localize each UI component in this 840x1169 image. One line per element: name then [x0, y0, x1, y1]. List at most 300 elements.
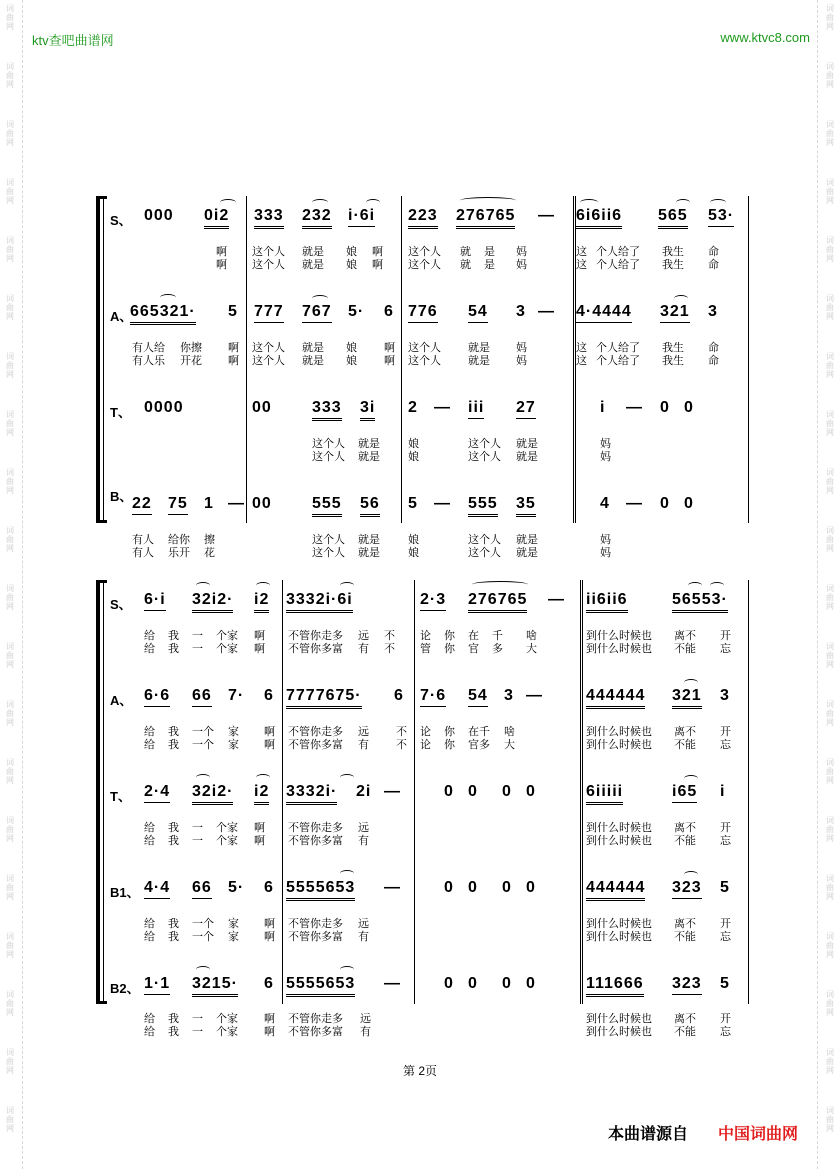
lyric: 个家	[216, 1026, 238, 1038]
part-label-soprano: S、	[110, 597, 132, 612]
note-group: 777	[254, 303, 284, 323]
note-group: 0	[468, 879, 478, 896]
note-group: 2	[408, 399, 418, 416]
note-group: 5	[228, 303, 238, 320]
lyric: 个人给了	[596, 246, 640, 258]
note-group: 444444	[586, 879, 645, 901]
lyric: 就是	[358, 547, 380, 559]
lyric: 到什么时候也	[586, 739, 652, 751]
lyric: 一个	[192, 739, 214, 751]
note-group: 5	[408, 495, 418, 512]
lyric: 妈	[516, 246, 527, 258]
note-group: ii6ii6	[586, 591, 628, 613]
lyric: 远	[358, 822, 369, 834]
lyric: 娘	[346, 259, 357, 271]
note-group: 6iiiii	[586, 783, 623, 805]
lyric: 不管你多富	[288, 1026, 343, 1038]
note-group: 0	[444, 879, 454, 896]
note-group: —	[384, 879, 401, 896]
note-group: 0	[526, 879, 536, 896]
lyric: 花	[204, 547, 215, 559]
lyric: 就是	[358, 451, 380, 463]
lyric: 一	[192, 643, 203, 655]
lyric: 我	[168, 835, 179, 847]
note-group: 444444	[586, 687, 645, 709]
lyric: 啊	[216, 246, 227, 258]
margin-watermark: 词 曲 网	[826, 410, 834, 437]
lyric: 这个人	[408, 342, 441, 354]
note-group: 333	[312, 399, 342, 421]
lyric: 啊	[254, 835, 265, 847]
note-group: 32i2·	[192, 783, 233, 805]
margin-watermark: 词 曲 网	[826, 642, 834, 669]
note-group: 1	[204, 495, 214, 512]
note-group: 767	[302, 303, 332, 323]
lyric: 这	[576, 342, 587, 354]
note-group: 3i	[360, 399, 375, 421]
note-group: 0	[444, 783, 454, 800]
note-group: 0	[502, 879, 512, 896]
note-group: 5	[720, 879, 730, 896]
lyric: 就是	[516, 451, 538, 463]
lyric: 给	[144, 931, 155, 943]
lyric: 一	[192, 835, 203, 847]
lyric: 我	[168, 1013, 179, 1025]
lyric: 到什么时候也	[586, 1026, 652, 1038]
note-group: 32i2·	[192, 591, 233, 613]
lyric: 妈	[600, 451, 611, 463]
note-group: 75	[168, 495, 188, 515]
slur-mark	[684, 775, 698, 782]
note-group: i	[720, 783, 726, 800]
lyric: 不管你走多	[288, 1013, 343, 1025]
lyric: 这	[576, 246, 587, 258]
lyric: 啊	[264, 726, 275, 738]
note-group: i	[600, 399, 606, 416]
lyric: 啊	[384, 342, 395, 354]
note-group: 323	[672, 879, 702, 899]
lyric: 啊	[228, 342, 239, 354]
lyric: 有人给	[132, 342, 165, 354]
lyric: 给	[144, 1026, 155, 1038]
lyric: 有人	[132, 534, 154, 546]
margin-watermark: 词 曲 网	[6, 294, 14, 321]
lyric: 开	[720, 630, 731, 642]
note-group: 776	[408, 303, 438, 323]
lyric: 不能	[674, 643, 696, 655]
lyric: 开	[720, 726, 731, 738]
lyric: 这个人	[252, 342, 285, 354]
lyric: 娘	[346, 342, 357, 354]
lyric: 不管你走多	[288, 918, 343, 930]
slur-mark	[710, 199, 726, 206]
lyric: 官	[468, 643, 479, 655]
note-group: 5555653	[286, 879, 355, 901]
slur-mark	[196, 774, 210, 781]
note-group: 0	[502, 783, 512, 800]
barline	[282, 580, 283, 1004]
lyric: 到什么时候也	[586, 630, 652, 642]
lyric: 就是	[302, 342, 324, 354]
lyric: 开	[720, 918, 731, 930]
lyric: 远	[360, 1013, 371, 1025]
lyric: 个家	[216, 835, 238, 847]
lyric: 我	[168, 1026, 179, 1038]
slur-mark	[340, 966, 354, 973]
margin-watermark: 词 曲 网	[6, 642, 14, 669]
lyric: 家	[228, 739, 239, 751]
margin-watermark: 词 曲 网	[6, 178, 14, 205]
lyric: 妈	[516, 259, 527, 271]
lyric: 这个人	[312, 438, 345, 450]
lyric: 到什么时候也	[586, 835, 652, 847]
note-group: 54	[468, 687, 488, 707]
lyric: 娘	[408, 438, 419, 450]
lyric: 这个人	[408, 259, 441, 271]
slur-mark	[220, 199, 236, 206]
note-group: 7·6	[420, 687, 446, 707]
margin-watermark: 词 曲 网	[6, 816, 14, 843]
lyric: 这	[576, 355, 587, 367]
margin-watermark: 词 曲 网	[826, 584, 834, 611]
lyric: 我	[168, 630, 179, 642]
page-number: 第 2页	[402, 1064, 437, 1078]
lyric: 就是	[302, 259, 324, 271]
lyric: 这个人	[252, 355, 285, 367]
note-group: —	[548, 591, 565, 608]
note-group: i65	[672, 783, 697, 803]
note-group: 0	[684, 495, 694, 512]
note-group: 3332i·	[286, 783, 337, 805]
barline	[414, 580, 415, 1004]
slur-mark	[340, 870, 354, 877]
lyric: 离不	[674, 918, 696, 930]
slur-mark	[312, 199, 328, 206]
note-group: —	[228, 495, 245, 512]
part-label-alto: A、	[110, 309, 133, 324]
lyric: 啊	[264, 918, 275, 930]
margin-watermark: 词 曲 网	[826, 1048, 834, 1075]
lyric: 你	[444, 630, 455, 642]
lyric: 一	[192, 630, 203, 642]
slur-mark	[256, 582, 270, 589]
lyric: 家	[228, 931, 239, 943]
note-group: —	[526, 687, 543, 704]
score-system-2	[96, 580, 752, 1004]
lyric: 开花	[180, 355, 202, 367]
system-brace	[96, 580, 107, 1004]
lyric: 娘	[408, 534, 419, 546]
lyric: 擦	[204, 534, 215, 546]
lyric: 妈	[516, 355, 527, 367]
lyric: 我	[168, 726, 179, 738]
lyric: 啊	[264, 1013, 275, 1025]
lyric: 啊	[254, 630, 265, 642]
lyric: 啊	[254, 822, 265, 834]
slur-mark	[160, 294, 176, 301]
margin-watermark: 词 曲 网	[826, 236, 834, 263]
footer-source-name[interactable]: 中国词曲网	[718, 1126, 799, 1143]
lyric: 管	[420, 643, 431, 655]
note-group: i2	[254, 591, 269, 613]
lyric: 不能	[674, 1026, 696, 1038]
slur-mark	[674, 295, 688, 302]
lyric: 不管你多富	[288, 739, 343, 751]
lyric: 不管你走多	[288, 822, 343, 834]
note-group: 4·4444	[576, 303, 632, 323]
note-group: 3332i·6i	[286, 591, 353, 613]
barline	[748, 196, 749, 523]
note-group: 2i	[356, 783, 372, 800]
slur-mark	[688, 582, 702, 589]
note-group: —	[384, 975, 401, 992]
margin-watermark: 词 曲 网	[6, 62, 14, 89]
note-group: i2	[254, 783, 269, 805]
lyric: 一个	[192, 918, 214, 930]
lyric: 就是	[302, 246, 324, 258]
slur-mark	[580, 199, 598, 206]
lyric: 就是	[516, 547, 538, 559]
lyric: 不	[396, 726, 407, 738]
lyric: 这个人	[468, 534, 501, 546]
lyric: 啥	[504, 726, 515, 738]
lyric: 啊	[254, 643, 265, 655]
lyric: 论	[420, 739, 431, 751]
note-group: 3	[516, 303, 526, 320]
part-label-tenor: T、	[110, 405, 131, 420]
lyric: 个人给了	[596, 355, 640, 367]
slur-mark	[340, 774, 354, 781]
note-group: 555	[468, 495, 498, 517]
lyric: 个家	[216, 643, 238, 655]
margin-watermark: 词 曲 网	[826, 62, 834, 89]
lyric: 家	[228, 726, 239, 738]
margin-watermark: 词 曲 网	[6, 932, 14, 959]
margin-watermark: 词 曲 网	[6, 4, 14, 31]
lyric: 啊	[264, 931, 275, 943]
slur-mark	[366, 199, 380, 206]
note-group: 321	[660, 303, 690, 323]
lyric: 这个人	[252, 246, 285, 258]
lyric: 到什么时候也	[586, 643, 652, 655]
lyric: 这	[576, 259, 587, 271]
lyric: 你	[444, 739, 455, 751]
note-group: 0	[660, 495, 670, 512]
lyric: 给	[144, 630, 155, 642]
lyric: 忘	[720, 835, 731, 847]
lyric: 妈	[516, 342, 527, 354]
note-group: 0	[526, 975, 536, 992]
lyric: 忘	[720, 643, 731, 655]
lyric: 命	[708, 355, 719, 367]
lyric: 一个	[192, 726, 214, 738]
lyric: 远	[358, 918, 369, 930]
part-label-bass: B、	[110, 489, 133, 504]
lyric: 忘	[720, 739, 731, 751]
note-group: 223	[408, 207, 438, 229]
lyric: 到什么时候也	[586, 1013, 652, 1025]
note-group: 111666	[586, 975, 644, 997]
note-group: 5	[720, 975, 730, 992]
lyric: 一个	[192, 931, 214, 943]
margin-watermark: 词 曲 网	[6, 584, 14, 611]
part-label-alto: A、	[110, 693, 133, 708]
margin-watermark: 词 曲 网	[826, 932, 834, 959]
slur-mark	[256, 774, 270, 781]
lyric: 这个人	[408, 355, 441, 367]
lyric: 不管你多富	[288, 835, 343, 847]
lyric: 啊	[228, 355, 239, 367]
lyric: 有人乐	[132, 355, 165, 367]
lyric: 就	[460, 259, 471, 271]
note-group: 7777675·	[286, 687, 362, 709]
lyric: 有	[360, 1026, 371, 1038]
lyric: 你擦	[180, 342, 202, 354]
margin-watermark: 词 曲 网	[6, 1048, 14, 1075]
note-group: 276765	[468, 591, 527, 613]
margin-watermark: 词 曲 网	[826, 526, 834, 553]
lyric: 有	[358, 643, 369, 655]
note-group: 333	[254, 207, 284, 229]
lyric: 啊	[384, 355, 395, 367]
note-group: 0	[660, 399, 670, 416]
lyric: 忘	[720, 931, 731, 943]
lyric: 多	[492, 643, 503, 655]
margin-watermark: 词 曲 网	[6, 410, 14, 437]
lyric: 这个人	[468, 451, 501, 463]
margin-watermark: 词 曲 网	[826, 294, 834, 321]
lyric: 个家	[216, 630, 238, 642]
lyric: 啊	[264, 739, 275, 751]
lyric: 给	[144, 643, 155, 655]
note-group: 0	[468, 783, 478, 800]
note-group: 6	[394, 687, 404, 704]
note-group: 7·	[228, 687, 245, 704]
lyric: 就是	[358, 438, 380, 450]
margin-watermark: 词 曲 网	[826, 1106, 834, 1133]
lyric: 不管你走多	[288, 630, 343, 642]
note-group: 54	[468, 303, 488, 323]
system-brace	[96, 196, 107, 523]
note-group: 0i2	[204, 207, 229, 229]
footer-source-label: 本曲谱源自	[608, 1126, 689, 1143]
lyric: 个家	[216, 822, 238, 834]
lyric: 你	[444, 726, 455, 738]
margin-watermark: 词 曲 网	[6, 758, 14, 785]
lyric: 不能	[674, 739, 696, 751]
lyric: 有人	[132, 547, 154, 559]
note-group: 232	[302, 207, 332, 229]
margin-watermark: 词 曲 网	[826, 120, 834, 147]
lyric: 我生	[662, 355, 684, 367]
margin-watermark: 词 曲 网	[6, 468, 14, 495]
slur-mark	[460, 197, 516, 204]
part-label-soprano: S、	[110, 213, 132, 228]
note-group: 6	[264, 975, 274, 992]
lyric: 这个人	[468, 547, 501, 559]
note-group: 0	[684, 399, 694, 416]
lyric: 给	[144, 1013, 155, 1025]
note-group: —	[538, 207, 555, 224]
lyric: 一	[192, 1026, 203, 1038]
lyric: 不	[384, 643, 395, 655]
lyric: 这个人	[408, 246, 441, 258]
note-group: 555	[312, 495, 342, 517]
header-site-left[interactable]: ktv查吧曲谱网	[32, 33, 114, 48]
lyric: 一	[192, 1013, 203, 1025]
margin-watermark: 词 曲 网	[826, 352, 834, 379]
lyric: 我生	[662, 246, 684, 258]
lyric: 命	[708, 342, 719, 354]
note-group: 3215·	[192, 975, 238, 997]
lyric: 娘	[408, 451, 419, 463]
lyric: 离不	[674, 630, 696, 642]
lyric: 到什么时候也	[586, 822, 652, 834]
lyric: 妈	[600, 438, 611, 450]
note-group: —	[626, 495, 643, 512]
header-site-right[interactable]: www.ktvc8.com	[720, 30, 810, 45]
barline	[246, 196, 247, 523]
margin-watermark: 词 曲 网	[826, 468, 834, 495]
part-label-bass-2: B2、	[110, 981, 140, 996]
lyric: 就是	[516, 534, 538, 546]
slur-mark	[340, 582, 354, 589]
note-group: 565	[658, 207, 688, 229]
lyric: 到什么时候也	[586, 726, 652, 738]
lyric: 啥	[526, 630, 537, 642]
note-group: 66	[192, 879, 212, 899]
note-group: 3	[708, 303, 718, 320]
part-label-bass-1: B1、	[110, 885, 140, 900]
lyric: 给	[144, 918, 155, 930]
slur-mark	[312, 295, 328, 302]
margin-watermark: 词 曲 网	[6, 1106, 14, 1133]
note-group: 00	[252, 399, 272, 416]
note-group: 00	[252, 495, 272, 512]
margin-watermark: 词 曲 网	[826, 874, 834, 901]
margin-watermark: 词 曲 网	[6, 352, 14, 379]
note-group: 56	[360, 495, 380, 517]
note-group: 5·	[348, 303, 365, 320]
lyric: 娘	[346, 355, 357, 367]
lyric: 大	[526, 643, 537, 655]
lyric: 不管你走多	[288, 726, 343, 738]
score-system-1	[96, 196, 752, 523]
lyric: 这个人	[312, 547, 345, 559]
lyric: 到什么时候也	[586, 931, 652, 943]
barline	[401, 196, 402, 523]
barline	[748, 580, 749, 1004]
note-group: 1·1	[144, 975, 170, 995]
lyric: 家	[228, 918, 239, 930]
note-group: 0	[526, 783, 536, 800]
note-group: 66	[192, 687, 212, 707]
margin-watermark: 词 曲 网	[826, 178, 834, 205]
note-group: 2·3	[420, 591, 446, 611]
lyric: 这个人	[468, 438, 501, 450]
lyric: 娘	[346, 246, 357, 258]
note-group: —	[434, 495, 451, 512]
margin-watermark: 词 曲 网	[6, 700, 14, 727]
margin-watermark: 词 曲 网	[826, 700, 834, 727]
note-group: 6	[384, 303, 394, 320]
lyric: 不	[384, 630, 395, 642]
lyric: 是	[484, 246, 495, 258]
slur-mark	[196, 966, 210, 973]
margin-watermark: 词 曲 网	[6, 990, 14, 1017]
lyric: 命	[708, 259, 719, 271]
lyric: 千	[492, 630, 503, 642]
